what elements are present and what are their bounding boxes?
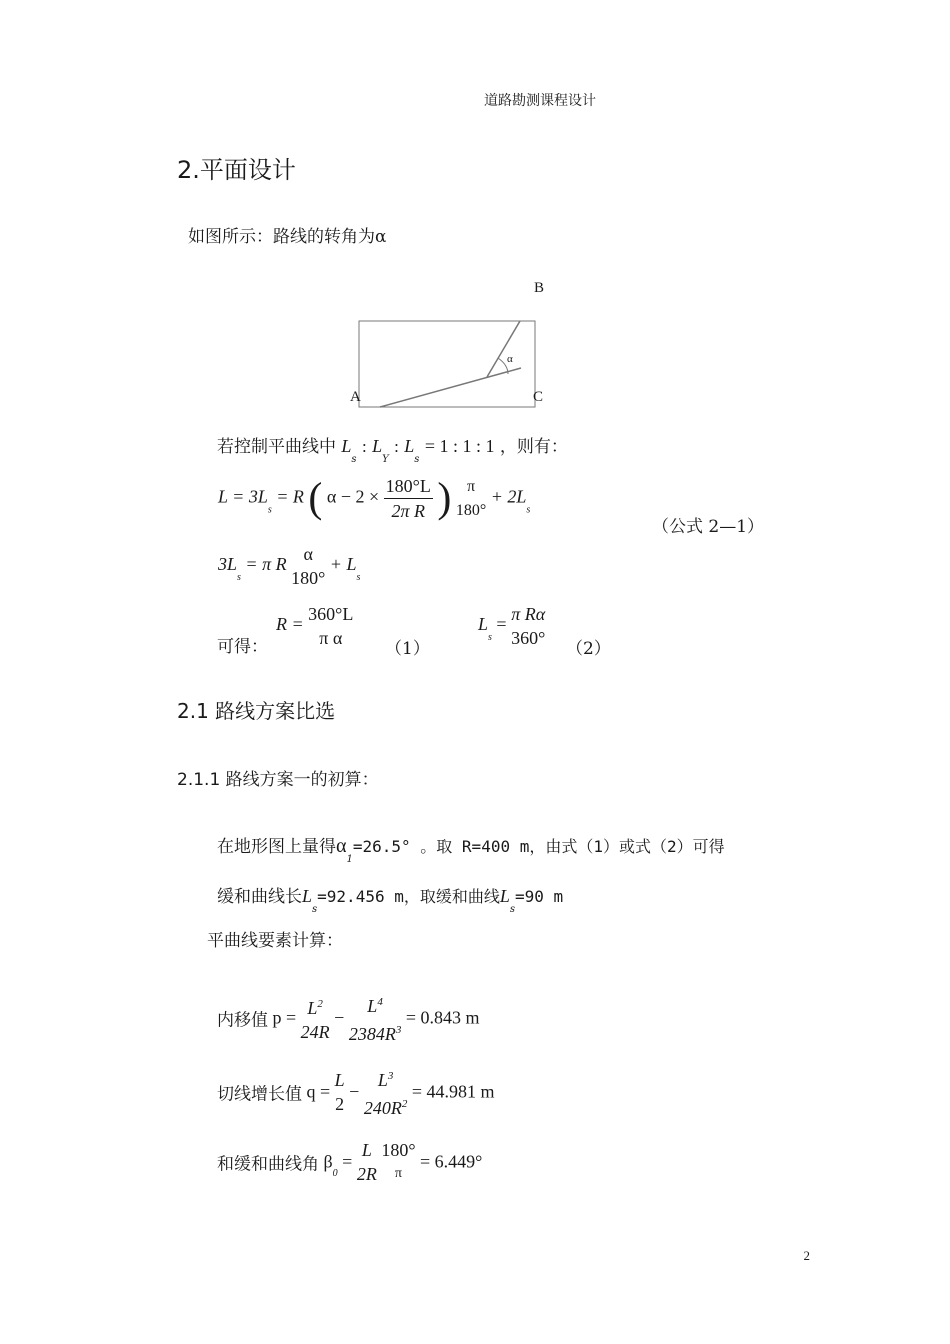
r-den: π α [319, 628, 343, 648]
ls-den: 360° [511, 628, 546, 648]
f1-pi-den: 180° [455, 501, 487, 519]
f2-num: α [303, 544, 313, 564]
formula-2: $3L_s = \pi$ R α 180° + $L_s$ [218, 544, 361, 588]
section-title: 2.平面设计 [177, 156, 296, 184]
beta-calc: 和缓和曲线角 $\beta_0$ = L 2R 180° π = 6.449° [217, 1140, 483, 1184]
f2-tail: + L [329, 554, 357, 575]
page-number: 2 [803, 1248, 810, 1263]
sub-s: s [351, 454, 357, 465]
label-alpha: α [507, 353, 513, 365]
results-prefix: 可得： [217, 637, 268, 657]
ls-symbol: L [404, 436, 415, 456]
subsubsection-title: 2.1.1 路线方案一的初算： [177, 770, 379, 790]
page-header: 道路勘测课程设计 [484, 94, 596, 109]
f1-frac-num: 180°L [384, 474, 433, 499]
control-line: 若控制平曲线中 $L_s$ : $L_Y$ : $L_s = 1$ : 1 : 1 ，则有： [217, 436, 568, 465]
f2-den: 180° [291, 568, 326, 588]
ratio: = 1 : 1 : 1 [424, 436, 495, 456]
control-prefix: 若控制平曲线中 [217, 437, 336, 457]
ls-eq: = [496, 614, 507, 635]
subsection-title: 2.1 路线方案比选 [177, 699, 336, 723]
f1-tail: + 2L [490, 486, 527, 507]
r-lhs: R = [276, 614, 304, 635]
sub-s: s [414, 454, 420, 465]
result-label-2: （2） [566, 639, 611, 659]
f2-eq: = π R [245, 554, 287, 575]
sub-y: Y [382, 454, 389, 465]
label-a: A [350, 389, 361, 405]
ls-lhs: L [478, 614, 489, 635]
route-angle-figure [340, 275, 560, 415]
result-r [276, 602, 353, 650]
ls-num: π Rα [511, 604, 546, 624]
plan1-line2: 缓和曲线长$L_s=92.456$ m，取缓和曲线$L_s=90$ m [217, 886, 564, 915]
result-ls: $L_s$ = π Rα 360° [478, 604, 546, 648]
f1-lhs: L = 3L [218, 486, 268, 507]
f1-eq: = R [276, 486, 304, 507]
plan1-line1: 在地形图上量得$\alpha_1=26.5^\circ$ 。取 R=400 m，由式（1）或式（2）可得 [217, 835, 725, 865]
elements-title: 平曲线要素计算： [207, 931, 343, 951]
f1-pi-num: π [467, 477, 476, 495]
f1-frac-den: 2π R [391, 501, 425, 521]
alpha-symbol: α [336, 835, 347, 857]
p-calc: 内移值 p = $L^2$ 24R − $L^4$ $2384R^3$ = 0.843 m [217, 996, 480, 1044]
label-b: B [534, 280, 545, 296]
ly-symbol: L [372, 436, 383, 456]
control-suffix: ，则有： [499, 437, 568, 457]
f1-alpha-part: α − 2 × [326, 486, 380, 507]
formula-label: （公式 2—1） [652, 517, 765, 537]
intro-text: 如图所示：路线的转角为α [188, 227, 387, 247]
f2-lhs: 3L [218, 554, 238, 575]
label-c: C [533, 389, 544, 405]
result-label-1: （1） [385, 639, 430, 659]
r-num: 360°L [308, 604, 354, 624]
ls-symbol: L [341, 436, 352, 456]
q-calc: 切线增长值 q = L 2 − $L^3$ $240R^2$ = 44.981 m [217, 1070, 495, 1118]
formula-1: $L = 3L_s = R$ ( α − 2 × $\frac{180^\circ L}{\text{2π R}}$ ) π 180° + $2L_s$ [218, 475, 531, 522]
